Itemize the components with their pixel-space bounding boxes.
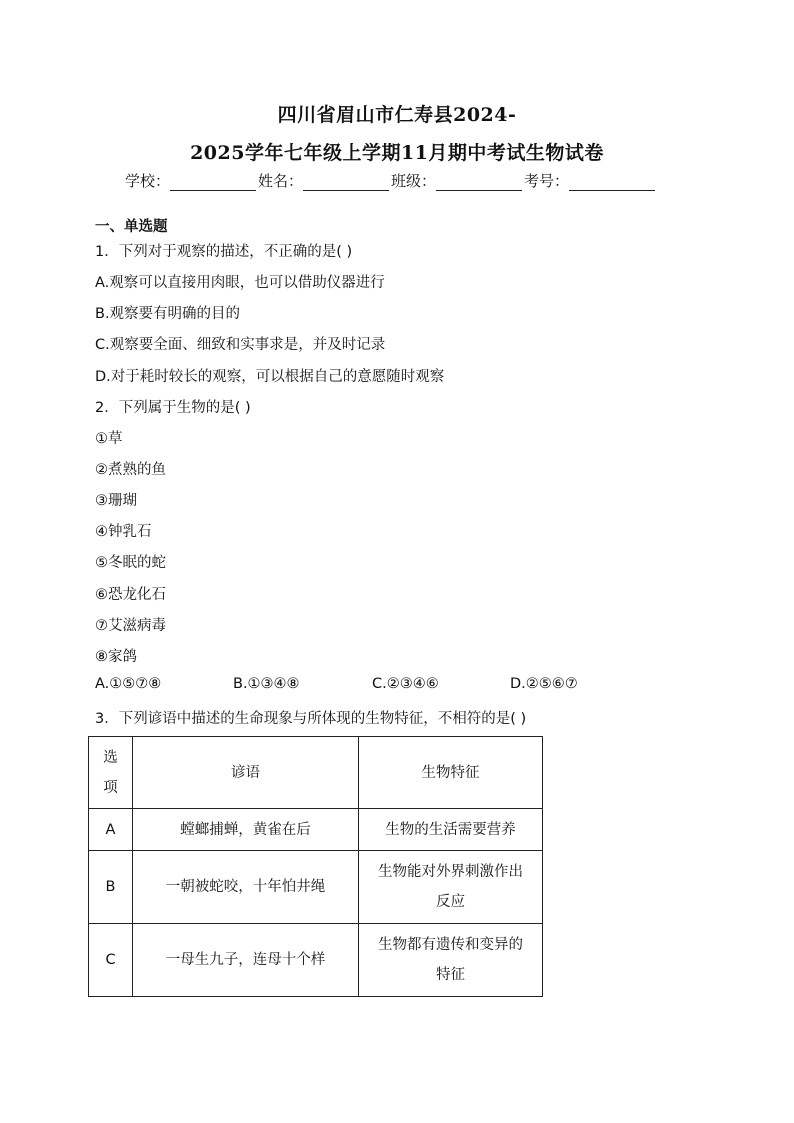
q2-option-b: B.①③④⑧	[233, 676, 300, 692]
q2-option-c: C.②③④⑥	[372, 676, 439, 692]
header-option-label: 选 项	[103, 749, 118, 796]
school-label: 学校：	[125, 172, 171, 190]
table-cell: B	[89, 851, 133, 924]
table-row	[89, 851, 543, 924]
table-row	[89, 809, 543, 851]
table-cell: A	[89, 809, 133, 851]
table-header-cell	[133, 737, 359, 809]
table-cell: 生物的生活需要营养	[359, 809, 543, 851]
header-feature-label: 生物特征	[421, 764, 480, 781]
name-blank[interactable]	[303, 174, 389, 191]
table-cell: 生物都有遗传和变异的 特征	[359, 924, 543, 997]
q1-option-c: C.观察要全面、细致和实事求是，并及时记录	[95, 337, 386, 353]
q3-stem: 3．下列谚语中描述的生命现象与所体现的生物特征，不相符的是( )	[95, 711, 527, 727]
exam-number-label: 考号：	[524, 172, 570, 190]
table-cell: 一母生九子，连母十个样	[133, 924, 359, 997]
header-proverb-label: 谚语	[231, 764, 260, 781]
q2-option-a: A.①⑤⑦⑧	[95, 676, 162, 692]
table-header-cell	[89, 737, 133, 809]
q1-option-a: A.观察可以直接用肉眼，也可以借助仪器进行	[95, 275, 385, 291]
q1-option-b: B.观察要有明确的目的	[95, 306, 241, 322]
q2-item: ⑧家鸽	[95, 649, 137, 665]
q2-item: ⑥恐龙化石	[95, 587, 166, 603]
table-cell: 生物能对外界刺激作出 反应	[359, 851, 543, 924]
table-row	[89, 924, 543, 997]
name-label: 姓名：	[258, 172, 304, 190]
q2-option-d: D.②⑤⑥⑦	[510, 676, 578, 692]
section-title: 一、单选题	[95, 219, 168, 235]
q2-item: ⑦艾滋病毒	[95, 618, 166, 634]
q2-item: ④钟乳石	[95, 524, 152, 540]
table-header-row	[89, 737, 543, 809]
exam-number-blank[interactable]	[569, 174, 655, 191]
school-blank[interactable]	[170, 174, 256, 191]
page-title-line-1: 四川省眉山市仁寿县2024-	[277, 104, 517, 126]
q1-stem: 1．下列对于观察的描述，不正确的是( )	[95, 244, 353, 260]
q2-stem: 2．下列属于生物的是( )	[95, 400, 251, 416]
q2-item: ③珊瑚	[95, 493, 137, 509]
q2-item: ②煮熟的鱼	[95, 462, 166, 478]
class-blank[interactable]	[436, 174, 522, 191]
q1-option-d: D.对于耗时较长的观察，可以根据自己的意愿随时观察	[95, 369, 445, 385]
q3-table	[88, 736, 543, 997]
q2-item: ⑤冬眠的蛇	[95, 555, 166, 571]
q2-item: ①草	[95, 431, 123, 447]
table-header-cell	[359, 737, 543, 809]
table-cell: C	[89, 924, 133, 997]
class-label: 班级：	[391, 172, 437, 190]
table-cell: 螳螂捕蝉，黄雀在后	[133, 809, 359, 851]
table-cell: 一朝被蛇咬，十年怕井绳	[133, 851, 359, 924]
page-title-line-2: 2025学年七年级上学期11月期中考试生物试卷	[190, 142, 604, 164]
student-info-row	[125, 170, 657, 191]
